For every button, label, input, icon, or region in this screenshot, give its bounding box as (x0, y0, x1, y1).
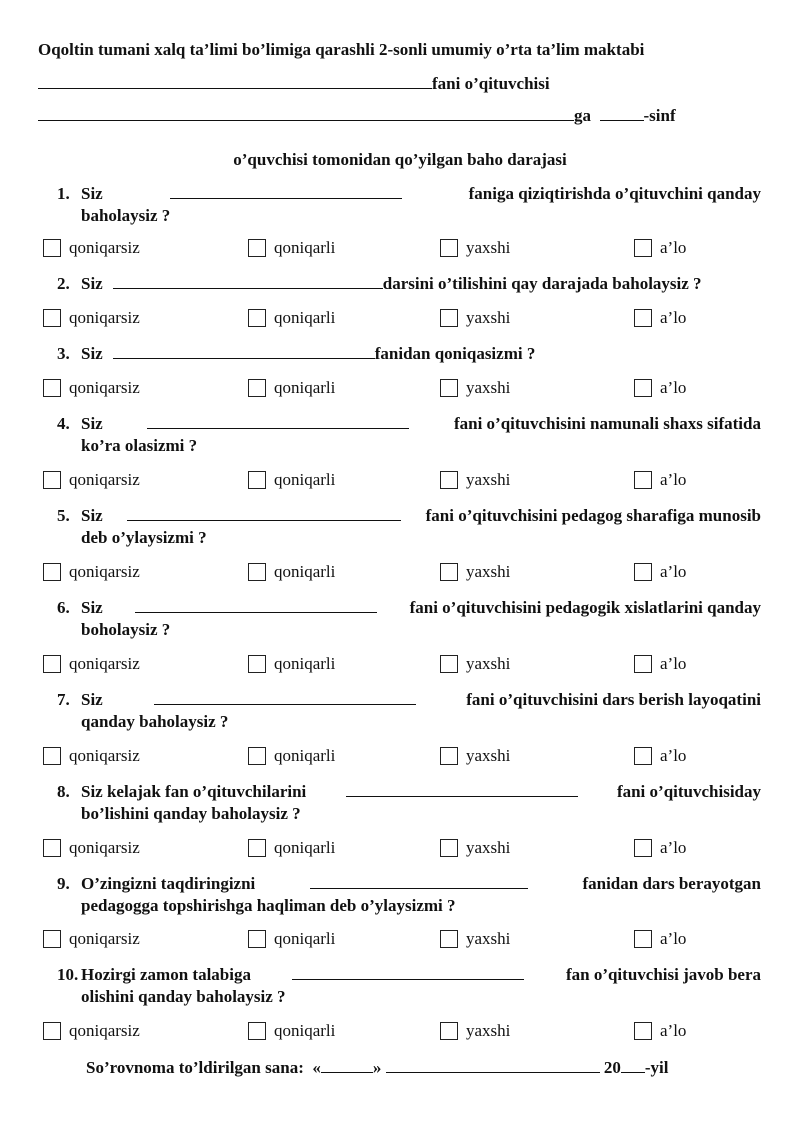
option-label: a’lo (660, 838, 687, 857)
checkbox[interactable] (634, 239, 652, 257)
checkbox[interactable] (440, 839, 458, 857)
option-label: qoniqarli (274, 308, 336, 327)
question-prefix: Siz (81, 274, 103, 293)
checkbox[interactable] (43, 655, 61, 673)
answer-option[interactable] (43, 1021, 140, 1041)
checkbox[interactable] (43, 471, 61, 489)
question-lead (57, 689, 103, 711)
month-blank[interactable] (386, 1060, 600, 1073)
answer-option[interactable] (440, 378, 510, 398)
option-label: qoniqarsiz (69, 470, 140, 489)
question-lead (57, 597, 103, 619)
option-label: qoniqarsiz (69, 308, 140, 327)
option-label: a’lo (660, 238, 687, 257)
answer-option[interactable] (634, 1021, 686, 1041)
answer-options (43, 929, 763, 951)
option-label: yaxshi (466, 929, 511, 948)
answer-option[interactable] (440, 838, 510, 858)
answer-option[interactable] (248, 378, 335, 398)
question-number: 8. (57, 782, 70, 801)
teacher-subject-line (38, 74, 550, 94)
checkbox[interactable] (634, 379, 652, 397)
year-prefix: 20 (603, 1058, 621, 1077)
option-label: a’lo (660, 746, 687, 765)
checkbox[interactable] (440, 239, 458, 257)
checkbox[interactable] (634, 309, 652, 327)
checkbox[interactable] (248, 747, 266, 765)
checkbox[interactable] (43, 930, 61, 948)
school-heading (38, 40, 644, 60)
question-10 (57, 964, 761, 1008)
answer-option[interactable] (634, 838, 686, 858)
question-continuation: ko’ra olasizmi ? (81, 436, 198, 455)
checkbox[interactable] (634, 747, 652, 765)
answer-option[interactable] (248, 746, 335, 766)
question-text: fani o’qituvchisini pedagog sharafiga munosib (425, 506, 761, 525)
option-label: qoniqarli (274, 1021, 336, 1040)
question-text: fan o’qituvchisi javob bera (565, 965, 761, 984)
answer-option[interactable] (248, 238, 335, 258)
checkbox[interactable] (43, 239, 61, 257)
checkbox[interactable] (634, 655, 652, 673)
answer-options (43, 470, 763, 492)
option-label: a’lo (660, 470, 687, 489)
question-prefix: Hozirgi zamon talabiga (81, 965, 251, 984)
question-text: faniga qiziqtirishda o’qituvchini qanday (468, 184, 761, 203)
question-lead (57, 343, 103, 365)
question-text: fani o’qituvchisini pedagogik xislatlarini qanday (409, 598, 761, 617)
answer-options (43, 838, 763, 860)
school-heading-text: Oqoltin tumani xalq ta’limi bo’limiga qarashli 2-sonli umumiy o’rta ta’lim maktabi (38, 40, 645, 59)
checkbox[interactable] (248, 563, 266, 581)
option-label: qoniqarli (274, 654, 336, 673)
option-label: qoniqarli (274, 929, 336, 948)
option-label: yaxshi (466, 470, 511, 489)
option-label: qoniqarsiz (69, 1021, 140, 1040)
answer-option[interactable] (43, 470, 140, 490)
checkbox[interactable] (43, 563, 61, 581)
answer-option[interactable] (43, 654, 140, 674)
question-lead (57, 781, 306, 803)
question-lead (57, 183, 103, 205)
question-2 (57, 273, 761, 295)
question-line (57, 597, 761, 619)
checkbox[interactable] (440, 930, 458, 948)
answer-option[interactable] (43, 929, 140, 949)
question-8 (57, 781, 761, 825)
option-label: qoniqarli (274, 838, 336, 857)
open-quote: « (312, 1058, 321, 1077)
question-line (57, 413, 761, 435)
subject-blank[interactable] (154, 692, 416, 705)
answer-option[interactable] (248, 308, 335, 328)
question-text: fanidan qoniqasizmi ? (374, 344, 536, 363)
option-label: qoniqarli (274, 470, 336, 489)
option-label: yaxshi (466, 838, 511, 857)
question-prefix: Siz (81, 598, 103, 617)
answer-option[interactable] (248, 838, 335, 858)
answer-option[interactable] (43, 746, 140, 766)
answer-options (43, 238, 763, 260)
survey-date-label: So’rovnoma to’ldirilgan sana: (86, 1058, 304, 1077)
teacher-suffix: fani o’qituvchisi (432, 74, 550, 93)
question-lead (57, 873, 255, 895)
answer-options (43, 654, 763, 676)
question-continuation: baholaysiz ? (81, 206, 171, 225)
answer-option[interactable] (440, 746, 510, 766)
answer-options (43, 746, 763, 768)
answer-option[interactable] (440, 929, 510, 949)
option-label: yaxshi (466, 562, 511, 581)
class-suffix: -sinf (643, 106, 676, 125)
question-line (57, 183, 761, 205)
checkbox[interactable] (43, 309, 61, 327)
answer-option[interactable] (440, 654, 510, 674)
answer-option[interactable] (43, 562, 140, 582)
question-1 (57, 183, 761, 227)
checkbox[interactable] (440, 655, 458, 673)
question-line (57, 505, 761, 527)
option-label: qoniqarsiz (69, 378, 140, 397)
class-ga: ga (574, 106, 591, 125)
option-label: a’lo (660, 654, 687, 673)
answer-option[interactable] (634, 929, 686, 949)
checkbox[interactable] (440, 471, 458, 489)
answer-option[interactable] (248, 929, 335, 949)
form-subtitle: o’quvchisi tomonidan qo’yilgan baho darajasi (233, 150, 567, 169)
question-prefix: Siz (81, 414, 103, 433)
option-label: yaxshi (466, 308, 511, 327)
teacher-name-blank[interactable] (38, 108, 574, 121)
question-prefix: Siz kelajak fan o’qituvchilarini (81, 782, 307, 801)
question-number: 6. (57, 598, 70, 617)
checkbox[interactable] (248, 471, 266, 489)
option-label: a’lo (660, 562, 687, 581)
answer-option[interactable] (248, 470, 335, 490)
subject-blank[interactable] (310, 876, 528, 889)
question-lead (57, 505, 103, 527)
option-label: qoniqarli (274, 746, 336, 765)
checkbox[interactable] (440, 309, 458, 327)
answer-option[interactable] (248, 1021, 335, 1041)
option-label: yaxshi (466, 654, 511, 673)
question-6 (57, 597, 761, 641)
answer-option[interactable] (634, 562, 686, 582)
checkbox[interactable] (634, 563, 652, 581)
answer-option[interactable] (440, 470, 510, 490)
option-label: qoniqarli (274, 238, 336, 257)
question-number: 9. (57, 874, 70, 893)
question-lead (57, 964, 251, 986)
question-text: darsini o’tilishini qay darajada baholaysiz ? (382, 274, 702, 293)
question-line (57, 781, 761, 803)
question-continuation: olishini qanday baholaysiz ? (81, 987, 286, 1006)
option-label: qoniqarli (274, 378, 336, 397)
checkbox[interactable] (248, 655, 266, 673)
answer-option[interactable] (440, 308, 510, 328)
subject-blank[interactable] (127, 508, 401, 521)
checkbox[interactable] (43, 839, 61, 857)
question-continuation: pedagogga topshirishga haqliman deb o’ylaysizmi ? (81, 896, 456, 915)
question-continuation: boholaysiz ? (81, 620, 171, 639)
subject-blank[interactable] (135, 600, 377, 613)
answer-option[interactable] (634, 470, 686, 490)
answer-option[interactable] (43, 378, 140, 398)
option-label: yaxshi (466, 746, 511, 765)
question-number: 2. (57, 274, 70, 293)
question-number: 7. (57, 690, 70, 709)
checkbox[interactable] (248, 309, 266, 327)
year-suffix: -yil (644, 1058, 669, 1077)
checkbox[interactable] (43, 747, 61, 765)
checkbox[interactable] (248, 379, 266, 397)
option-label: qoniqarli (274, 562, 336, 581)
answer-option[interactable] (248, 654, 335, 674)
checkbox[interactable] (634, 471, 652, 489)
checkbox[interactable] (440, 563, 458, 581)
subject-blank[interactable] (38, 76, 432, 89)
class-number-blank[interactable] (600, 108, 644, 121)
checkbox[interactable] (43, 379, 61, 397)
answer-option[interactable] (440, 562, 510, 582)
subject-blank[interactable] (113, 276, 383, 289)
option-label: qoniqarsiz (69, 562, 140, 581)
option-label: a’lo (660, 1021, 687, 1040)
question-line (57, 964, 761, 986)
question-line (57, 273, 761, 295)
answer-option[interactable] (43, 308, 140, 328)
class-line (38, 106, 676, 126)
answer-options (43, 308, 763, 330)
answer-option[interactable] (634, 378, 686, 398)
question-text: fanidan dars berayotgan (582, 874, 761, 893)
checkbox[interactable] (440, 747, 458, 765)
answer-option[interactable] (634, 238, 686, 258)
checkbox[interactable] (248, 239, 266, 257)
subject-blank[interactable] (113, 346, 375, 359)
question-prefix: O’zingizni taqdiringizni (81, 874, 256, 893)
question-number: 1. (57, 184, 70, 203)
question-text: fani o’qituvchisini dars berish layoqatini (466, 690, 761, 709)
answer-options (43, 562, 763, 584)
question-prefix: Siz (81, 344, 103, 363)
answer-option[interactable] (634, 308, 686, 328)
answer-option[interactable] (440, 1021, 510, 1041)
subject-blank[interactable] (170, 186, 402, 199)
subject-blank[interactable] (346, 784, 578, 797)
question-number: 3. (57, 344, 70, 363)
year-blank[interactable] (621, 1060, 645, 1073)
question-prefix: Siz (81, 690, 103, 709)
option-label: qoniqarsiz (69, 746, 140, 765)
survey-date-line (86, 1058, 668, 1078)
question-text: fani o’qituvchisini namunali shaxs sifatida (453, 414, 761, 433)
checkbox[interactable] (634, 839, 652, 857)
checkbox[interactable] (43, 1022, 61, 1040)
question-text: fani o’qituvchisiday (616, 782, 761, 801)
question-prefix: Siz (81, 506, 103, 525)
option-label: yaxshi (466, 238, 511, 257)
question-9 (57, 873, 761, 917)
answer-option[interactable] (43, 838, 140, 858)
answer-option[interactable] (634, 654, 686, 674)
answer-option[interactable] (634, 746, 686, 766)
question-number: 4. (57, 414, 70, 433)
option-label: qoniqarsiz (69, 929, 140, 948)
checkbox[interactable] (248, 839, 266, 857)
question-line (57, 873, 761, 895)
question-number: 10. (57, 965, 79, 984)
question-line (57, 343, 761, 365)
question-7 (57, 689, 761, 733)
question-5 (57, 505, 761, 549)
option-label: a’lo (660, 929, 687, 948)
day-blank[interactable] (321, 1060, 373, 1073)
subject-blank[interactable] (147, 416, 409, 429)
checkbox[interactable] (634, 930, 652, 948)
option-label: qoniqarsiz (69, 838, 140, 857)
question-continuation: bo’lishini qanday baholaysiz ? (81, 804, 301, 823)
checkbox[interactable] (248, 1022, 266, 1040)
question-4 (57, 413, 761, 457)
checkbox[interactable] (248, 930, 266, 948)
option-label: qoniqarsiz (69, 238, 140, 257)
option-label: a’lo (660, 378, 687, 397)
option-label: yaxshi (466, 1021, 511, 1040)
question-continuation: qanday baholaysiz ? (81, 712, 229, 731)
option-label: qoniqarsiz (69, 654, 140, 673)
question-continuation: deb o’ylaysizmi ? (81, 528, 207, 547)
subject-blank[interactable] (292, 967, 524, 980)
close-quote: » (372, 1058, 382, 1077)
answer-option[interactable] (440, 238, 510, 258)
answer-options (43, 378, 763, 400)
answer-options (43, 1021, 763, 1043)
question-lead (57, 273, 103, 295)
answer-option[interactable] (248, 562, 335, 582)
question-3 (57, 343, 761, 365)
question-prefix: Siz (81, 184, 103, 203)
checkbox[interactable] (634, 1022, 652, 1040)
question-line (57, 689, 761, 711)
checkbox[interactable] (440, 1022, 458, 1040)
question-lead (57, 413, 103, 435)
option-label: a’lo (660, 308, 687, 327)
checkbox[interactable] (440, 379, 458, 397)
answer-option[interactable] (43, 238, 140, 258)
question-number: 5. (57, 506, 70, 525)
option-label: yaxshi (466, 378, 511, 397)
